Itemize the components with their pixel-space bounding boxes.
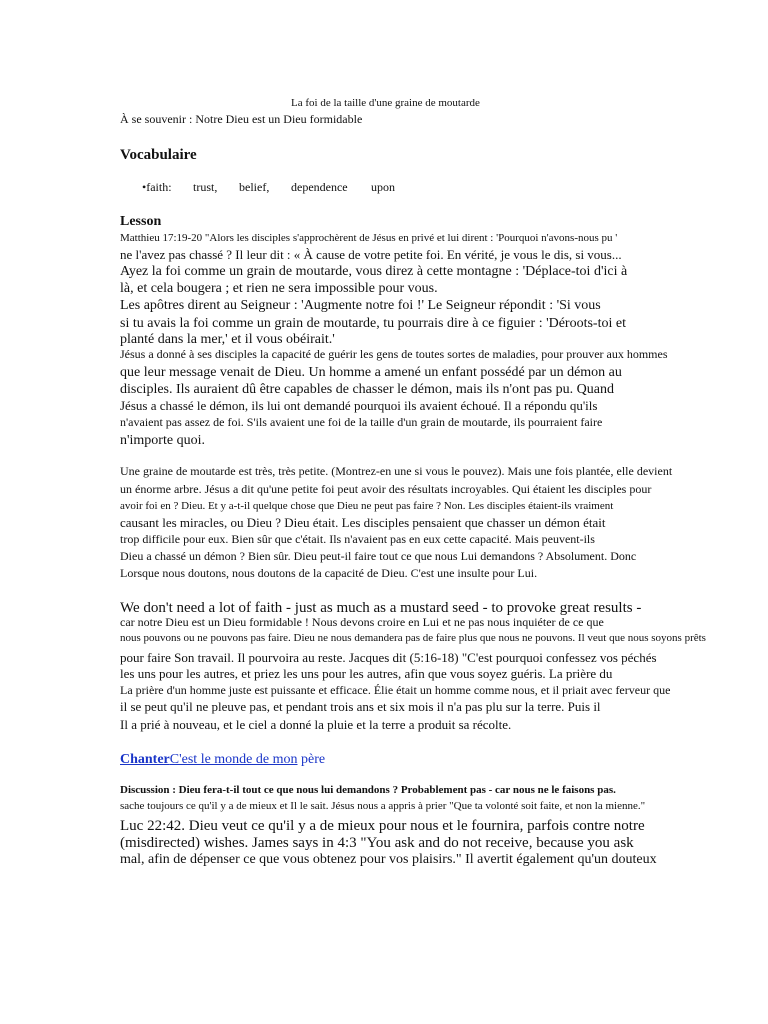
vocab-word: dependence [291, 180, 348, 194]
text-line: Il a prié à nouveau, et le ciel a donné la pluie et la terre a produit sa récolte. [120, 717, 512, 732]
song-label-link[interactable]: Chanter [120, 752, 170, 767]
text-line: il se peut qu'il ne pleuve pas, et pendant trois ans et six mois il n'a pas plu sur la terre. Puis il [120, 699, 601, 714]
vocabulary-heading: Vocabulaire [120, 147, 197, 163]
text-line: trop difficile pour eux. Bien sûr que c'était. Ils n'avaient pas en eux cette capacité. Mais peuvent-ils [120, 532, 595, 546]
discussion-question: Discussion : Dieu fera-t-il tout ce que nous lui demandons ? Probablement pas - car nous ne le faisons pas. [120, 784, 616, 796]
text-line: Dieu a chassé un démon ? Bien sûr. Dieu peut-il faire tout ce que nous Lui demandons ? Absolument. Donc [120, 549, 637, 563]
song-line [120, 752, 325, 767]
text-line: Une graine de moutarde est très, très petite. (Montrez-en une si vous le pouvez). Mais une fois plantée, elle devient [120, 464, 673, 478]
vocab-word: belief, [239, 180, 270, 194]
song-title-tail: père [297, 752, 326, 767]
text-line: We don't need a lot of faith - just as much as a mustard seed - to provoke great results - [120, 600, 642, 616]
text-line: là, et cela bougera ; et rien ne sera impossible pour vous. [120, 281, 438, 296]
song-title-link[interactable]: C'est le monde de mon [169, 752, 298, 767]
text-line: pour faire Son travail. Il pourvoira au reste. Jacques dit (5:16-18) "C'est pourquoi confessez vos péchés [120, 650, 657, 665]
text-line: Les apôtres dirent au Seigneur : 'Augmente notre foi !' Le Seigneur répondit : 'Si vous [120, 298, 601, 313]
vocabulary-list [142, 180, 395, 195]
text-line: sache toujours ce qu'il y a de mieux et Il le sait. Jésus nous a appris à prier "Que ta volonté soit faite, et non la mienne." [120, 800, 646, 812]
text-line: Jésus a chassé le démon, ils lui ont demandé pourquoi ils avaient échoué. Il a répondu qu'ils [120, 398, 598, 413]
text-line: La prière d'un homme juste est puissante et efficace. Élie était un homme comme nous, et il priait avec ferveur que [120, 683, 671, 697]
text-line: ne l'avez pas chassé ? Il leur dit : « À cause de votre petite foi. En vérité, je vous le dis, si vous... [120, 247, 622, 262]
text-line: avoir foi en ? Dieu. Et y a-t-il quelque chose que Dieu ne peut pas faire ? Non. Les disciples étaient-ils vraiment [120, 500, 614, 512]
text-line: planté dans la mer,' et il vous obéirait.' [120, 332, 335, 347]
text-line: n'importe quoi. [120, 433, 205, 448]
vocab-word: trust, [193, 180, 218, 194]
text-line: un énorme arbre. Jésus a dit qu'une petite foi peut avoir des résultats incroyables. Qui étaient les disciples pour [120, 482, 652, 496]
text-line: causant les miracles, ou Dieu ? Dieu était. Les disciples pensaient que chasser un démon était [120, 515, 606, 530]
text-line: nous pouvons ou ne pouvons pas faire. Dieu ne nous demandera pas de faire plus que nous ne pouvons. Il veut que nous soyons prêts [120, 632, 706, 644]
text-line: Jésus a donné à ses disciples la capacité de guérir les gens de toutes sortes de maladies, pour prouver aux hommes [120, 347, 668, 361]
vocab-faith: •faith: [142, 180, 172, 194]
text-line: Luc 22:42. Dieu veut ce qu'il y a de mieux pour nous et le fournira, parfois contre notre [120, 818, 645, 834]
text-line: Matthieu 17:19-20 "Alors les disciples s'approchèrent de Jésus en privé et lui dirent : 'Pourquoi n'avons-nous pu ' [120, 232, 618, 244]
text-line: les uns pour les autres, et priez les uns pour les autres, afin que vous soyez guéris. La prière du [120, 666, 613, 681]
text-line: Lorsque nous doutons, nous doutons de la capacité de Dieu. C'est une insulte pour Lui. [120, 566, 538, 580]
document-title: La foi de la taille d'une graine de moutarde [291, 97, 480, 109]
text-line: si tu avais la foi comme un grain de moutarde, tu pourrais dire à ce figuier : 'Déroots-toi et [120, 316, 626, 331]
vocab-word: upon [371, 180, 395, 194]
text-line: que leur message venait de Dieu. Un homme a amené un enfant possédé par un démon au [120, 365, 622, 380]
text-line: car notre Dieu est un Dieu formidable ! Nous devons croire en Lui et ne pas nous inquiéter de ce que [120, 615, 604, 629]
remember-line: À se souvenir : Notre Dieu est un Dieu formidable [120, 112, 363, 126]
text-line: Ayez la foi comme un grain de moutarde, vous direz à cette montagne : 'Déplace-toi d'ici à [120, 264, 628, 279]
text-line: (misdirected) wishes. James says in 4:3 "You ask and do not receive, because you ask [120, 835, 634, 851]
text-line: disciples. Ils auraient dû être capables de chasser le démon, mais ils n'ont pas pu. Quand [120, 382, 614, 397]
lesson-heading: Lesson [120, 214, 162, 229]
text-line: n'avaient pas assez de foi. S'ils avaient une foi de la taille d'un grain de moutarde, ils pourraient faire [120, 415, 603, 429]
text-line: mal, afin de dépenser ce que vous obtenez pour vos plaisirs." Il avertit également qu'un douteux [120, 852, 657, 867]
